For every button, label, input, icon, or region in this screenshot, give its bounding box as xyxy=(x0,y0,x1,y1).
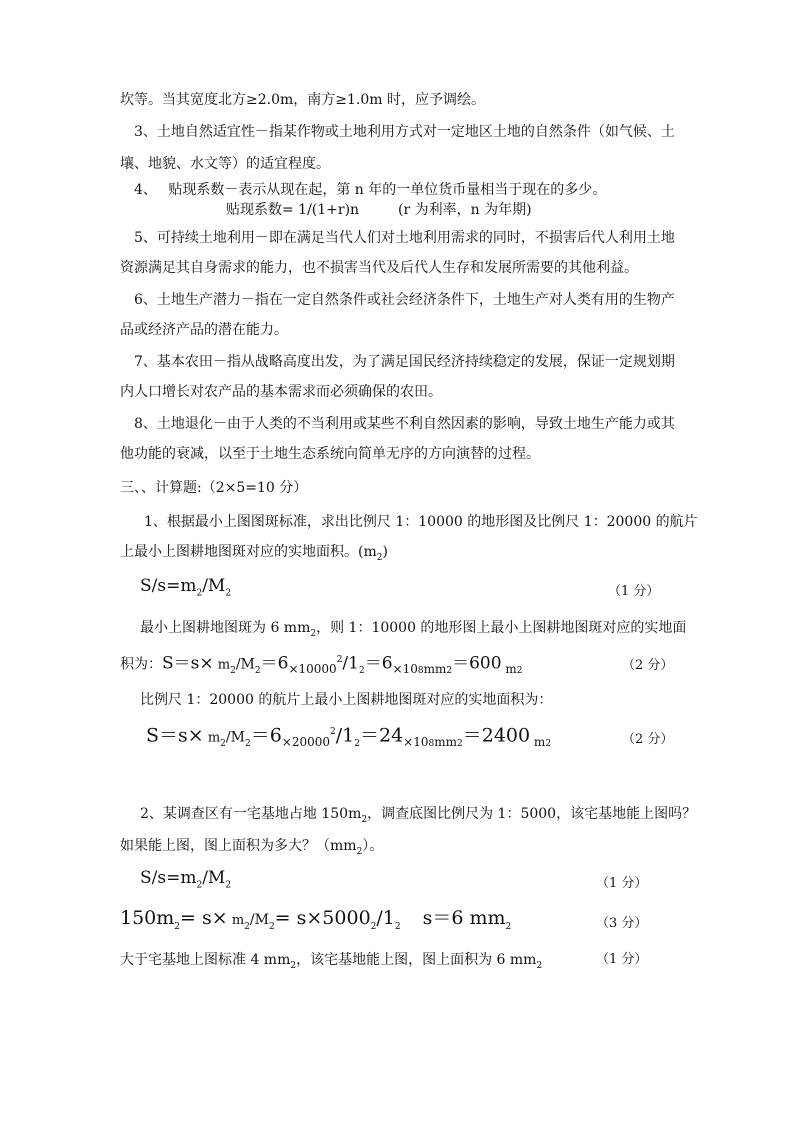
text-line-2: 3、土地自然适宜性－指某作物或土地利用方式对一定地区土地的自然条件（如气候、土 xyxy=(134,124,675,140)
question-1-text-a: 最小上图耕地图斑为 6 $mm_2$，则 1：10000 的地形图上最小上图耕地图斑对应的实地面 xyxy=(140,620,687,639)
formula-1: $S/s=m_2/M_2$ xyxy=(140,576,232,599)
section-heading: 三、、计算题:（2×5=10 分） xyxy=(120,480,308,496)
text-line-1: 坎等。当其宽度北方≥2.0m，南方≥1.0m 时，应予调绘。 xyxy=(120,92,485,108)
text-line-6: 5、可持续土地利用－即在满足当代人们对土地利用需求的同时，不损害后代人利用土地 xyxy=(134,230,675,246)
formula-2: 积为：$S=s\times m_2/M_2=6_{\times 10000}^2/1_2=6_{\times 108mm2}=600$ $_{m2}$ xyxy=(120,653,523,677)
points-4: （1 分） xyxy=(596,876,648,891)
points-6: （1 分） xyxy=(596,952,648,967)
text-line-11: 内人口增长对农产品的基本需求而必须确保的农田。 xyxy=(120,384,442,400)
formula-4: $S/s=m_2/M_2$ xyxy=(140,868,232,891)
text-line-13: 他功能的衰减，以至于土地生态系统向简单无序的方向演替的过程。 xyxy=(120,446,540,462)
text-line-7: 资源满足其自身需求的能力，也不损害当代及后代人生存和发展所需要的其他利益。 xyxy=(120,260,638,276)
question-1-text-b: 比例尺 1：20000 的航片上最小上图耕地图斑对应的实地面积为： xyxy=(140,692,553,708)
points-2: （2 分） xyxy=(622,658,674,673)
text-line-4: 4、 贴现系数－表示从现在起，第 n 年的一单位货币量相当于现在的多少。 xyxy=(134,182,607,198)
text-line-8: 6、土地生产潜力－指在一定自然条件或社会经济条件下，土地生产对人类有用的生物产 xyxy=(134,292,675,308)
discount-formula: 贴现系数= 1/(1+r)n xyxy=(226,202,360,218)
question-1-line-2: 上最小上图耕地图斑对应的实地面积。$(m_2)$ xyxy=(120,544,388,563)
points-3: （2 分） xyxy=(622,732,674,747)
text-line-3: 壤、地貌、水文等）的适宜程度。 xyxy=(120,156,330,172)
question-2-conclusion: 大于宅基地上图标准 4 $mm_2$，该宅基地能上图，图上面积为 6 $mm_2$ xyxy=(120,952,543,971)
discount-formula-note: (r 为利率，n 为年期) xyxy=(398,202,532,218)
text-line-9: 品或经济产品的潜在能力。 xyxy=(120,322,288,338)
text-line-10: 7、基本农田－指从战略高度出发，为了满足国民经济持续稳定的发展，保证一定规划期 xyxy=(134,354,675,370)
text-line-12: 8、土地退化－由于人类的不当利用或某些不利自然因素的影响，导致土地生产能力或其 xyxy=(134,416,675,432)
formula-5: $150m_2= s\times m_2/M_2= s\times 5000_2/1_2$ s＝6 $mm_2$ xyxy=(120,907,512,932)
question-2-line-2: 如果能上图，图上面积为多大？$(mm_2)$。 xyxy=(120,838,384,857)
question-2-line-1: 2、某调查区有一宅基地占地 $150m_2$，调查底图比例尺为 1：5000，该宅基地能上图吗？ xyxy=(140,806,697,825)
formula-3: $S=s\times m_2/M_2=6_{\times 20000}^2/1_2=24_{\times 108mm2}=2400$ $_{m2}$ xyxy=(146,724,552,750)
question-1-line-1: 1、根据最小上图图斑标准，求出比例尺 1：10000 的地形图及比例尺 1：20000 的航片 xyxy=(144,514,698,530)
points-1: （1 分） xyxy=(608,584,660,599)
points-5: （3 分） xyxy=(596,916,648,931)
